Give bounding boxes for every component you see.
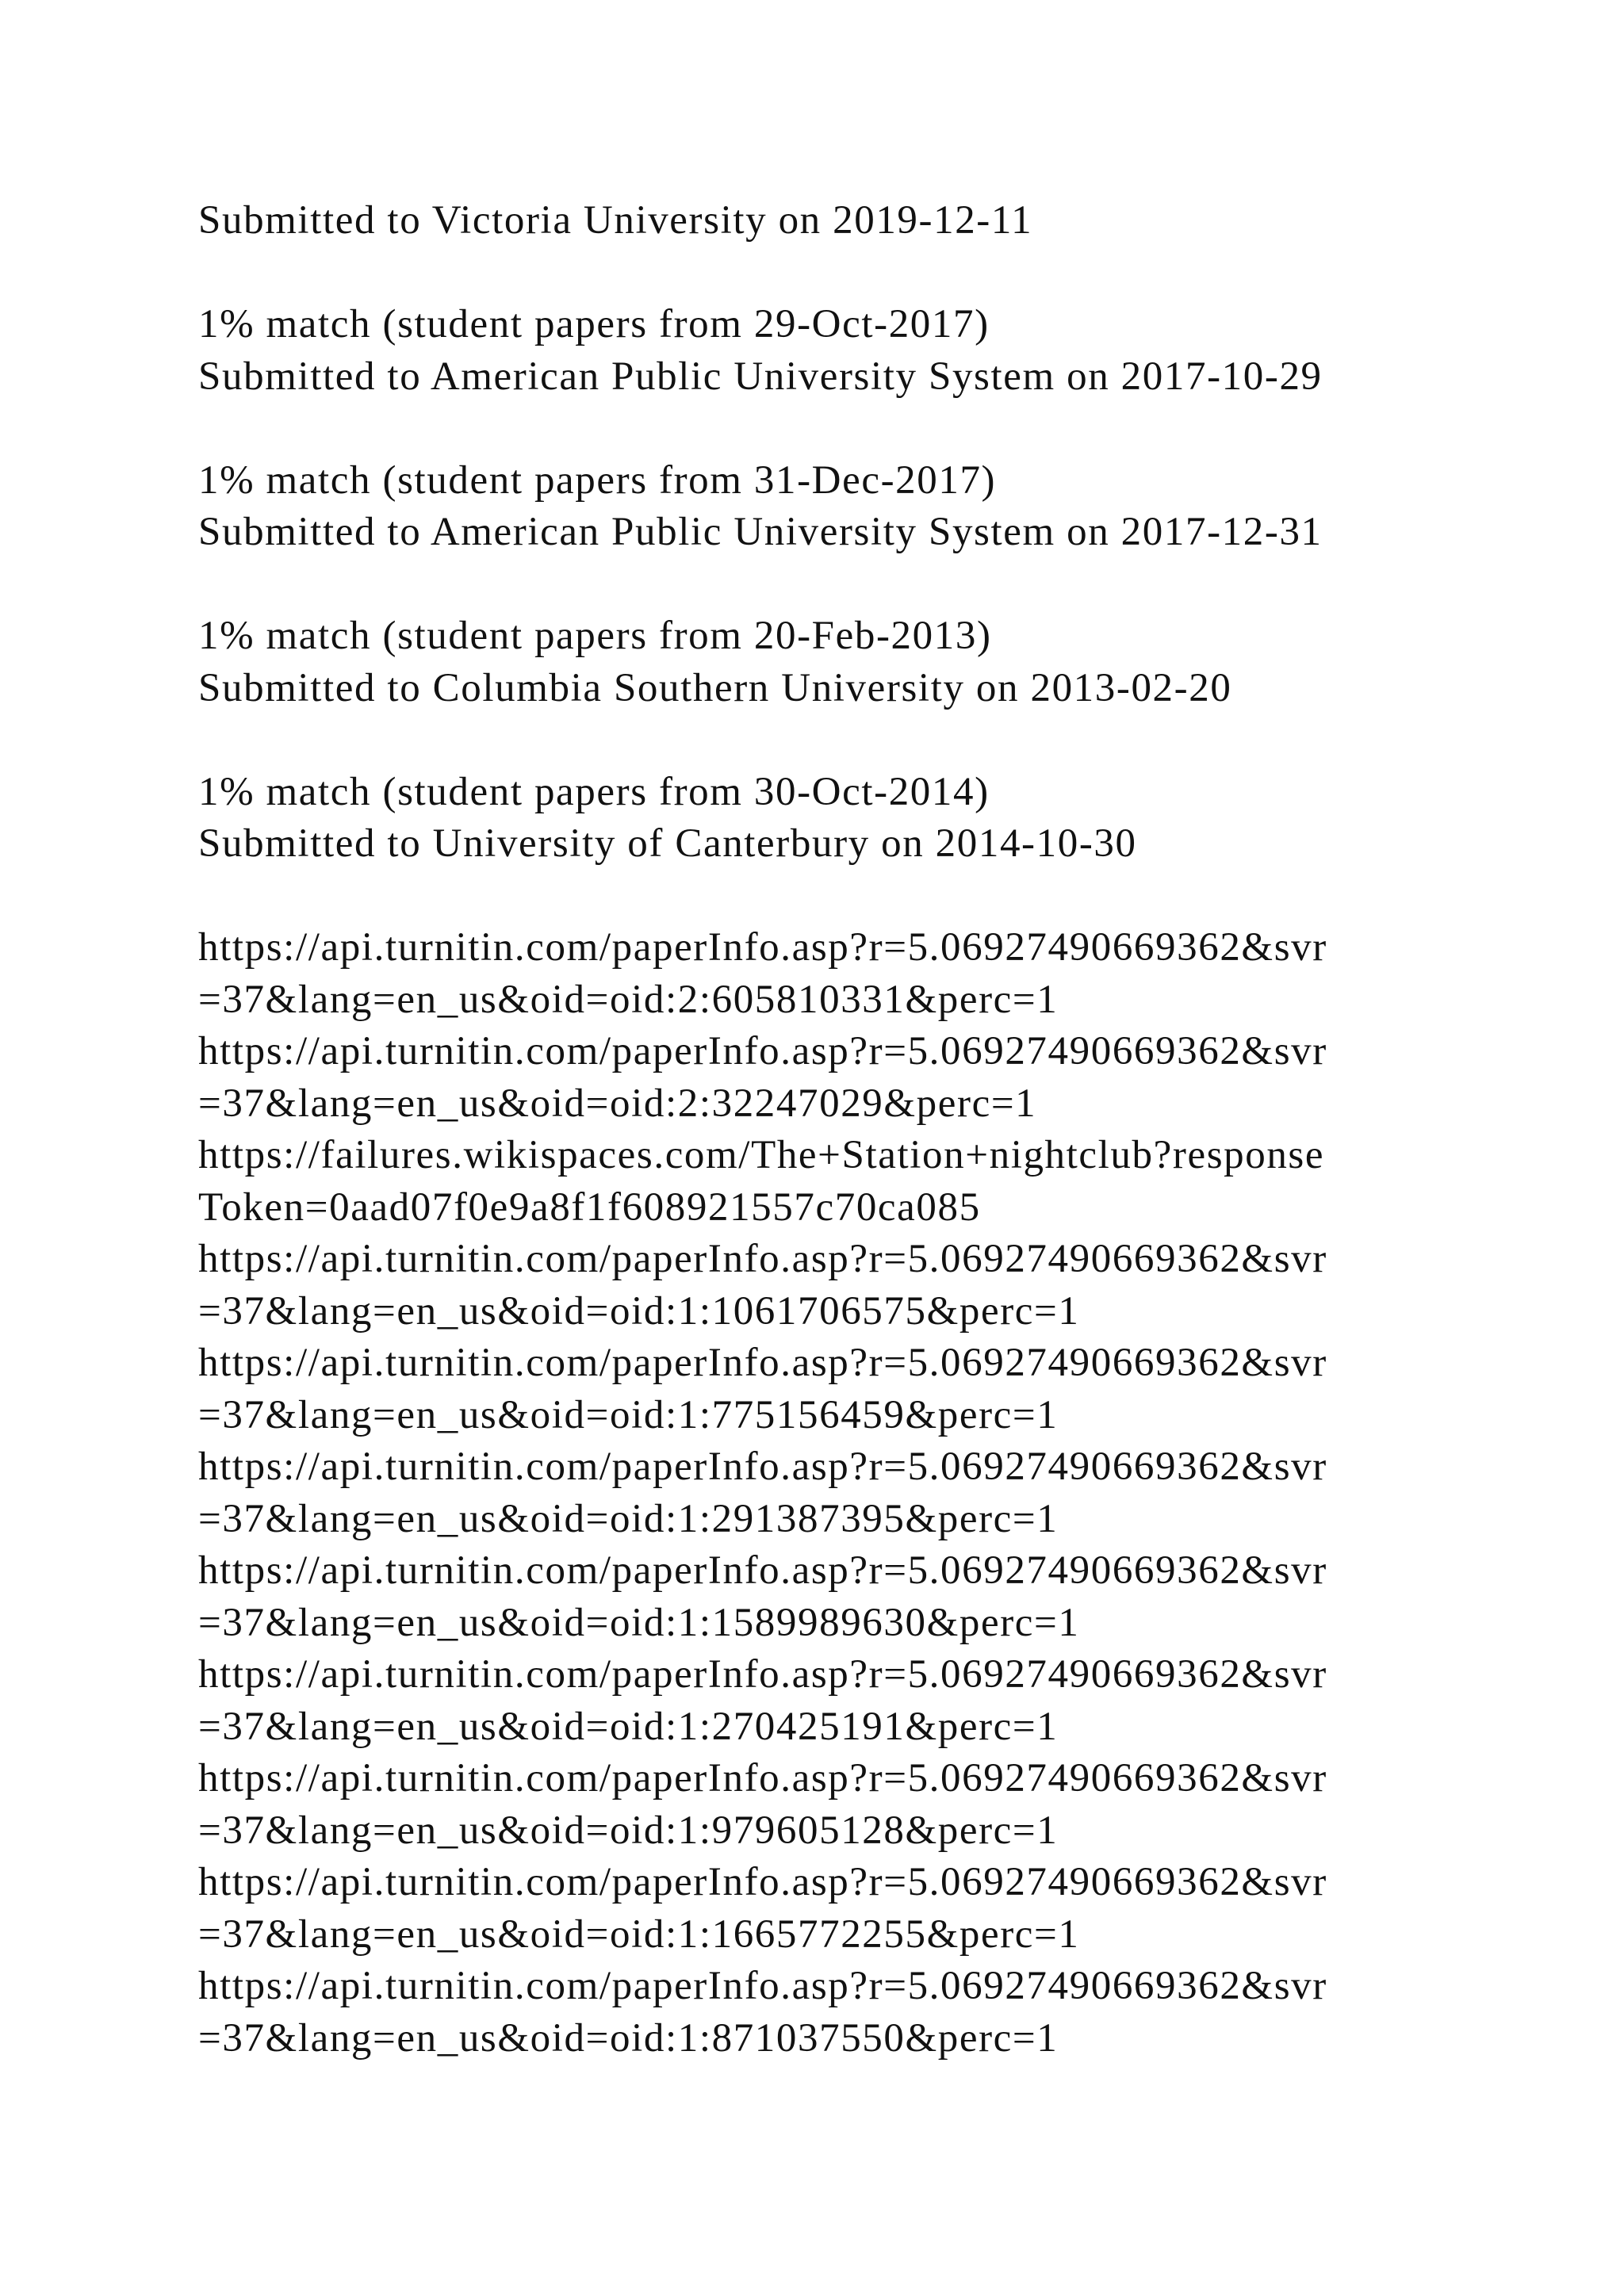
paragraph-gap: [198, 247, 1435, 300]
source-url-line: https://failures.wikispaces.com/The+Station+nightclub?response: [198, 1133, 1325, 1177]
source-url-line: https://api.turnitin.com/paperInfo.asp?r=5.06927490669362&svr: [198, 1548, 1327, 1593]
source-url-line: https://api.turnitin.com/paperInfo.asp?r=5.06927490669362&svr: [198, 1237, 1327, 1281]
paragraph-gap: [198, 714, 1435, 767]
match-line: 1% match (student papers from 20-Feb-2013): [198, 614, 992, 658]
source-url-line: https://api.turnitin.com/paperInfo.asp?r=5.06927490669362&svr: [198, 925, 1327, 970]
match-line: 1% match (student papers from 30-Oct-2014): [198, 769, 990, 814]
source-url-line: =37&lang=en_us&oid=oid:1:1061706575&perc=1: [198, 1288, 1080, 1334]
source-url-line: https://api.turnitin.com/paperInfo.asp?r=5.06927490669362&svr: [198, 1756, 1327, 1800]
submission-line: Submitted to American Public University System on 2017-10-29: [198, 354, 1323, 399]
source-url-line: https://api.turnitin.com/paperInfo.asp?r=5.06927490669362&svr: [198, 1445, 1327, 1489]
submission-line: Submitted to University of Canterbury on 2014-10-30: [198, 821, 1137, 866]
source-url-line: =37&lang=en_us&oid=oid:1:291387395&perc=1: [198, 1496, 1059, 1541]
source-url-line: =37&lang=en_us&oid=oid:1:270425191&perc=1: [198, 1704, 1059, 1749]
submission-line: Submitted to Victoria University on 2019-12-11: [198, 198, 1033, 243]
source-url-line: https://api.turnitin.com/paperInfo.asp?r=5.06927490669362&svr: [198, 1964, 1327, 2008]
source-url-line: =37&lang=en_us&oid=oid:1:979605128&perc=1: [198, 1808, 1059, 1853]
source-url-line: https://api.turnitin.com/paperInfo.asp?r=5.06927490669362&svr: [198, 1652, 1327, 1697]
document-body: [198, 195, 1435, 2064]
source-url-line: =37&lang=en_us&oid=oid:1:1589989630&perc=1: [198, 1600, 1080, 1645]
source-url-line: =37&lang=en_us&oid=oid:1:1665772255&perc=1: [198, 1911, 1080, 1957]
paragraph-gap: [198, 403, 1435, 455]
source-url-line: Token=0aad07f0e9a8f1f608921557c70ca085: [198, 1184, 981, 1230]
source-url-list: [198, 922, 1435, 2064]
source-url-line: =37&lang=en_us&oid=oid:2:605810331&perc=1: [198, 977, 1059, 1022]
source-url-line: =37&lang=en_us&oid=oid:2:32247029&perc=1: [198, 1081, 1037, 1126]
source-url-line: https://api.turnitin.com/paperInfo.asp?r=5.06927490669362&svr: [198, 1341, 1327, 1385]
source-url-line: https://api.turnitin.com/paperInfo.asp?r=5.06927490669362&svr: [198, 1029, 1327, 1073]
source-url-line: https://api.turnitin.com/paperInfo.asp?r=5.06927490669362&svr: [198, 1860, 1327, 1904]
source-url-line: =37&lang=en_us&oid=oid:1:871037550&perc=1: [198, 2015, 1059, 2061]
paragraph-gap: [198, 871, 1435, 923]
submission-line: Submitted to American Public University System on 2017-12-31: [198, 510, 1323, 554]
paragraph-gap: [198, 559, 1435, 611]
match-line: 1% match (student papers from 31-Dec-2017): [198, 457, 997, 503]
source-url-line: =37&lang=en_us&oid=oid:1:775156459&perc=1: [198, 1392, 1059, 1437]
submission-line: Submitted to Columbia Southern University on 2013-02-20: [198, 665, 1232, 710]
match-line: 1% match (student papers from 29-Oct-2017): [198, 302, 990, 346]
